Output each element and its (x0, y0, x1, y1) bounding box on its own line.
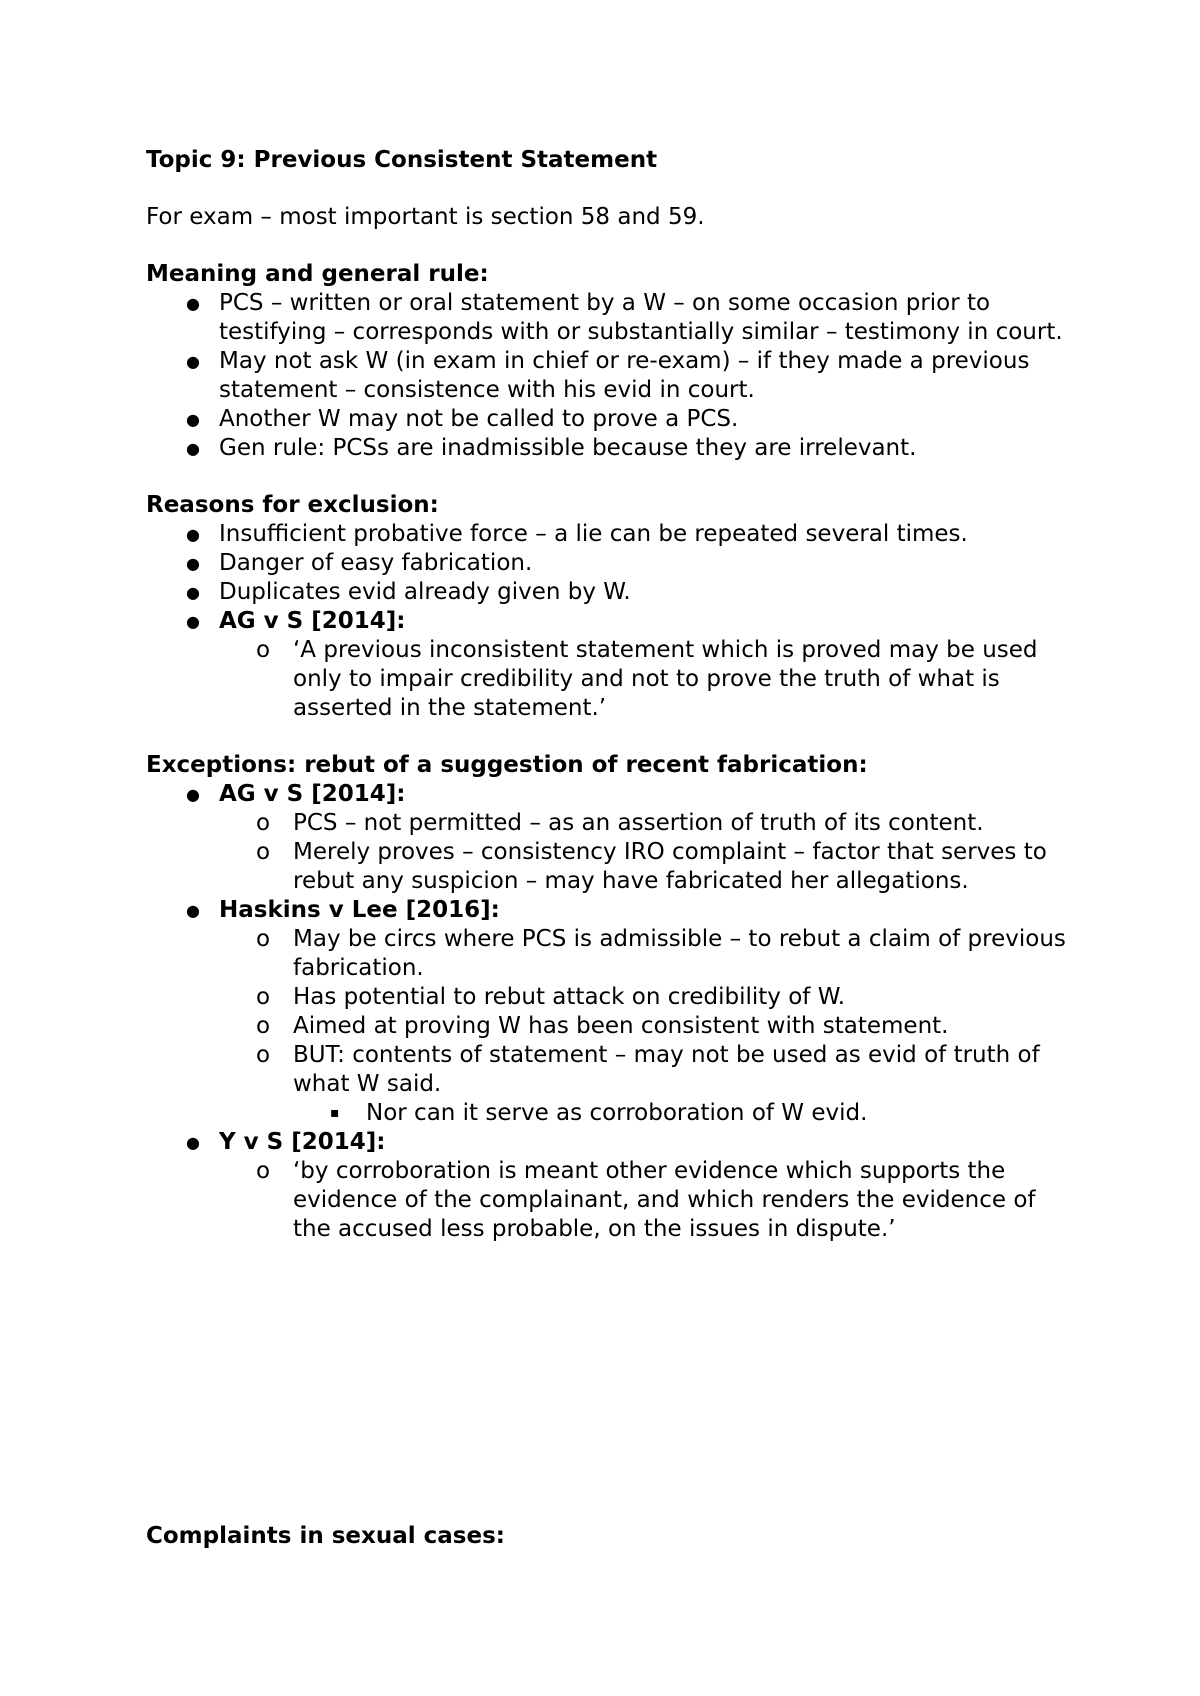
intro-text: For exam – most important is section 58 and 59. (146, 204, 705, 230)
bullet-icon: ● (186, 554, 200, 573)
bullet-icon: ● (186, 352, 200, 371)
bullet-icon: ● (186, 583, 200, 602)
case-name: ● Haskins v Lee [2016]: (186, 897, 500, 923)
case-name: ● Y v S [2014]: (186, 1129, 386, 1155)
reasons-list (146, 520, 1076, 723)
bullet-icon: ● (186, 612, 200, 631)
list-item: ▪ Nor can it serve as corroboration of W evid. (330, 1100, 868, 1126)
case-name: ● AG v S [2014]: (186, 608, 406, 634)
bullet-icon: ● (186, 525, 200, 544)
bullet-icon: ● (186, 901, 200, 920)
circle-bullet-icon: o (256, 839, 271, 865)
list-item: o Has potential to rebut attack on credibility of W. (256, 984, 846, 1010)
list-item: ● Danger of easy fabrication. (186, 550, 533, 576)
list-item: ● Duplicates evid already given by W. (186, 579, 631, 605)
document-title: Topic 9: Previous Consistent Statement (146, 147, 658, 173)
list-item: ● PCS – written or oral statement by a W – on some occasion prior to testifying – corresponds with or substantially similar – testimony in court. (186, 290, 1063, 345)
circle-bullet-icon: o (256, 984, 271, 1010)
bullet-icon: ● (186, 410, 200, 429)
list-item: o PCS – not permitted – as an assertion of truth of its content. (256, 810, 984, 836)
list-item: ● May not ask W (in exam in chief or re-exam) – if they made a previous statement – consistence with his evid in court. (186, 348, 1030, 403)
square-bullet-icon: ▪ (330, 1105, 340, 1121)
meaning-list (146, 289, 1076, 463)
document-body (146, 146, 1076, 1244)
section-heading-reasons: Reasons for exclusion: (146, 492, 439, 518)
circle-bullet-icon: o (256, 1158, 271, 1184)
bullet-icon: ● (186, 785, 200, 804)
section-heading-meaning: Meaning and general rule: (146, 261, 489, 287)
case-name: ● AG v S [2014]: (186, 781, 406, 807)
circle-bullet-icon: o (256, 926, 271, 952)
list-item: o ‘by corroboration is meant other evidence which supports the evidence of the complainant, and which renders the evidence of the accused less probable, on the issues in dispute.’ (256, 1158, 1036, 1242)
list-item: ● Insufficient probative force – a lie can be repeated several times. (186, 521, 968, 547)
circle-bullet-icon: o (256, 1013, 271, 1039)
circle-bullet-icon: o (256, 637, 271, 663)
bullet-icon: ● (186, 439, 200, 458)
list-item: o ‘A previous inconsistent statement which is proved may be used only to impair credibility and not to prove the truth of what is asserted in the statement.’ (256, 637, 1038, 721)
list-item: o May be circs where PCS is admissible – to rebut a claim of previous fabrication. (256, 926, 1066, 981)
section-heading-exceptions: Exceptions: rebut of a suggestion of recent fabrication: (146, 752, 868, 778)
list-item: ● Gen rule: PCSs are inadmissible because they are irrelevant. (186, 435, 917, 461)
bullet-icon: ● (186, 1133, 200, 1152)
section-heading-complaints: Complaints in sexual cases: (146, 1523, 505, 1549)
exceptions-list (146, 780, 1076, 1244)
list-item: ● Another W may not be called to prove a PCS. (186, 406, 739, 432)
bullet-icon: ● (186, 294, 200, 313)
circle-bullet-icon: o (256, 1042, 271, 1068)
list-item: o Aimed at proving W has been consistent with statement. (256, 1013, 949, 1039)
circle-bullet-icon: o (256, 810, 271, 836)
list-item: o BUT: contents of statement – may not be used as evid of truth of what W said. (256, 1042, 1040, 1097)
list-item: o Merely proves – consistency IRO complaint – factor that serves to rebut any suspicion – may have fabricated her allegations. (256, 839, 1047, 894)
